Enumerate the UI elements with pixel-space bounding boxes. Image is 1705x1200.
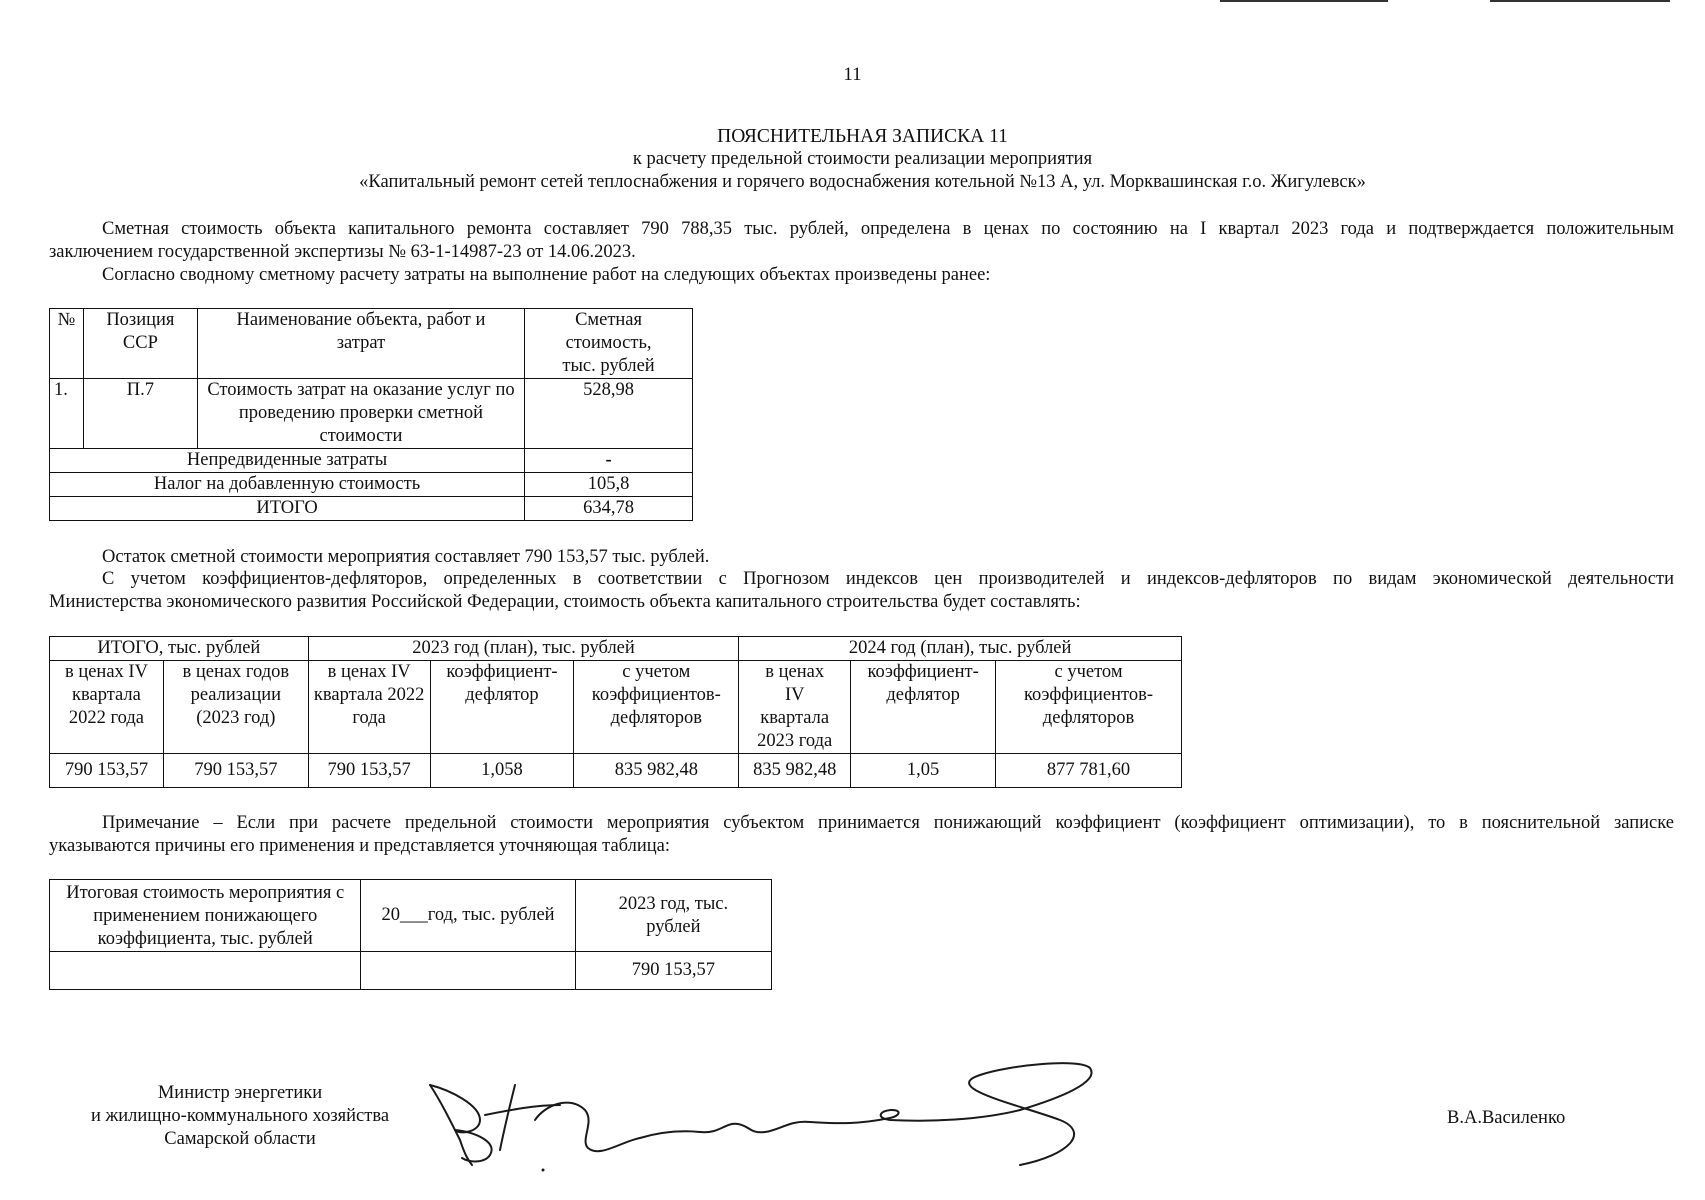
col-header-cost: Сметная стоимость, тыс. рублей (525, 309, 693, 379)
scan-edge-line (1220, 0, 1388, 2)
table-group-header-row (50, 637, 1182, 661)
deflator-paragraph-line2: Министерства экономического развития Российской Федерации, стоимость объекта капитального строительства будет составлять: (49, 592, 1081, 612)
table-row (50, 379, 693, 449)
group-header-2023: 2023 год (план), тыс. рублей (308, 637, 739, 661)
subheader-2023-with-deflators: с учетом коэффициентов-дефляторов (574, 661, 739, 754)
contingency-row (50, 449, 693, 473)
remainder-paragraph: Остаток сметной стоимости мероприятия составляет 790 153,57 тыс. рублей. (102, 547, 710, 567)
subheader-prices-q4-2022: в ценах IV квартала 2022 года (50, 661, 164, 754)
deflator-cost-table (49, 636, 1182, 788)
intro-paragraph-line2: заключением государственной экспертизы № 63-1-14987-23 от 14.06.2023. (49, 242, 636, 262)
handwritten-signature (420, 1060, 1120, 1180)
table-header-row (50, 880, 772, 952)
note-line2: указываются причины его применения и представляется уточняющая таблица: (49, 836, 671, 856)
table-row (50, 952, 772, 990)
deflator-paragraph-line1: С учетом коэффициентов-дефляторов, определенных в соответствии с Прогнозом индексов цен производителей и индексов-дефляторов по видам экономической деятельности (102, 569, 1674, 589)
intro-paragraph-line1: Сметная стоимость объекта капитального ремонта составляет 790 788,35 тыс. рублей, определена в ценах по состоянию на I квартал 2023 года и подтверждается положительным (102, 219, 1674, 239)
value-2024-deflator: 1,05 (851, 754, 996, 788)
total-row (50, 497, 693, 521)
subheader-prices-2023: в ценах годов реализации (2023 год) (163, 661, 308, 754)
subheader-2024-deflator: коэффициент-дефлятор (851, 661, 996, 754)
scan-edge-line (1490, 0, 1670, 2)
signatory-name: В.А.Василенко (1447, 1108, 1566, 1128)
col-header-2023: 2023 год, тыс. рублей (575, 880, 771, 952)
table-row (50, 754, 1182, 788)
document-subtitle: к расчету предельной стоимости реализации мероприятия (632, 149, 1093, 169)
value-year-blank (361, 952, 575, 990)
total-value: 634,78 (525, 497, 693, 521)
value-2023-with-deflators: 835 982,48 (574, 754, 739, 788)
vat-value: 105,8 (525, 473, 693, 497)
subheader-2023-prices-q4-2022: в ценах IV квартала 2022 года (308, 661, 430, 754)
prior-costs-table (49, 308, 693, 521)
value-total-2023: 790 153,57 (163, 754, 308, 788)
value-2023: 790 153,57 (575, 952, 771, 990)
value-final-cost (50, 952, 361, 990)
table-header-row (50, 309, 693, 379)
total-label: ИТОГО (50, 497, 525, 521)
signatory-position-line2: и жилищно-коммунального хозяйства (90, 1106, 390, 1126)
value-total-q4-2022: 790 153,57 (50, 754, 164, 788)
page-number: 11 (843, 64, 862, 85)
col-header-year-blank: 20___год, тыс. рублей (361, 880, 575, 952)
row-name: Стоимость затрат на оказание услуг по проведению проверки сметной стоимости (197, 379, 524, 449)
document-title: ПОЯСНИТЕЛЬНАЯ ЗАПИСКА 11 (717, 126, 1008, 147)
col-header-num: № (50, 309, 84, 379)
row-num: 1. (50, 379, 84, 449)
subheader-2023-deflator: коэффициент-дефлятор (430, 661, 574, 754)
signatory-position-line1: Министр энергетики (157, 1083, 323, 1103)
object-name: «Капитальный ремонт сетей теплоснабжения и горячего водоснабжения котельной №13 А, ул. Морквашинская г.о. Жигулевск» (359, 172, 1366, 192)
value-2023-deflator: 1,058 (430, 754, 574, 788)
value-2023-q4-2022: 790 153,57 (308, 754, 430, 788)
col-header-position: Позиция ССР (83, 309, 197, 379)
vat-label: Налог на добавленную стоимость (50, 473, 525, 497)
note-line1: Примечание – Если при расчете предельной стоимости мероприятия субъектом принимается понижающий коэффициент (коэффициент оптимизации), то в пояснительной записке (102, 813, 1674, 833)
signatory-position (40, 1082, 440, 1151)
contingency-label: Непредвиденные затраты (50, 449, 525, 473)
signatory-position-line3: Самарской области (164, 1129, 316, 1149)
col-header-final-cost: Итоговая стоимость мероприятия с применением понижающего коэффициента, тыс. рублей (50, 880, 361, 952)
group-header-total: ИТОГО, тыс. рублей (50, 637, 309, 661)
row-position: П.7 (83, 379, 197, 449)
group-header-2024: 2024 год (план), тыс. рублей (739, 637, 1182, 661)
value-2024-q4-2023: 835 982,48 (739, 754, 851, 788)
vat-row (50, 473, 693, 497)
table-subheader-row (50, 661, 1182, 754)
intro-paragraph-2: Согласно сводному сметному расчету затраты на выполнение работ на следующих объектах произведены ранее: (102, 265, 991, 285)
contingency-value: - (525, 449, 693, 473)
subheader-2024-with-deflators: с учетом коэффициентов-дефляторов (996, 661, 1182, 754)
col-header-name: Наименование объекта, работ и затрат (197, 309, 524, 379)
row-cost: 528,98 (525, 379, 693, 449)
reduction-coefficient-table (49, 879, 772, 990)
subheader-2024-prices-q4-2023: в ценах IV квартала 2023 года (739, 661, 851, 754)
value-2024-with-deflators: 877 781,60 (996, 754, 1182, 788)
